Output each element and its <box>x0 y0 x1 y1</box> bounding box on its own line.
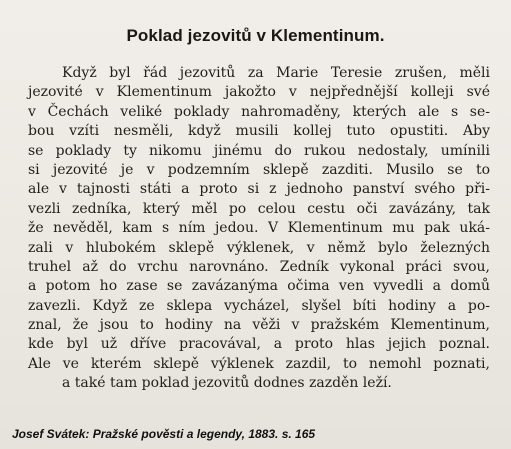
text-line-7: ale v tajnosti státi a proto si z jednoho panství svého při- <box>28 181 490 198</box>
page-title: Poklad jezovitů v Klementinum. <box>126 26 385 45</box>
text-line-10: zali v hlubokém sklepě výklenek, v němž bylo železných <box>28 239 490 256</box>
text-line-11: truhel až do vrchu narovnáno. Zedník vykonal práci svou, <box>28 258 490 275</box>
text-line-17: a také tam poklad jezovitů dodnes zazděn leží. <box>62 375 392 392</box>
text-line-16: Ale ve kterém sklepě výklenek zazdil, to nemohl poznati, <box>28 355 490 372</box>
text-line-12: a potom ho zase se zavázanýma očima ven vyvedli a domů <box>28 278 490 295</box>
text-line-1: Když byl řád jezovitů za Marie Teresie zrušen, měli <box>62 65 490 81</box>
source-caption: Josef Svátek: Pražské pověsti a legendy, 1883. s. 165 <box>12 427 316 441</box>
text-line-15: kde byl už dříve pracovával, a proto hlas jejich poznal. <box>28 336 490 353</box>
text-line-5: se poklady ty nikomu jinému do rukou nedostaly, umínili <box>28 142 490 159</box>
story-text <box>28 64 490 394</box>
text-line-8: vezli zedníka, který měl po celou cestu oči zavázány, tak <box>28 200 490 217</box>
text-line-9: že nevěděl, kam s ním jedou. V Klementinum mu pak uká- <box>28 220 490 237</box>
text-line-3: v Čechách veliké poklady nahromaděny, kterých ale s se- <box>28 103 490 120</box>
text-line-6: si jezovité je v podzemním sklepě zazditi. Musilo se to <box>28 161 490 178</box>
text-line-2: jezovité v Klementinum jakožto v nejpřednější kolleji své <box>28 84 490 101</box>
text-line-13: zavezli. Když ze sklepa vycházel, slyšel bíti hodiny a po- <box>28 297 490 314</box>
text-line-4: bou vzíti nesměli, když musili kollej tuto opustiti. Aby <box>28 123 490 140</box>
text-line-14: znal, že jsou to hodiny na věži v pražském Klementinum, <box>28 317 490 334</box>
